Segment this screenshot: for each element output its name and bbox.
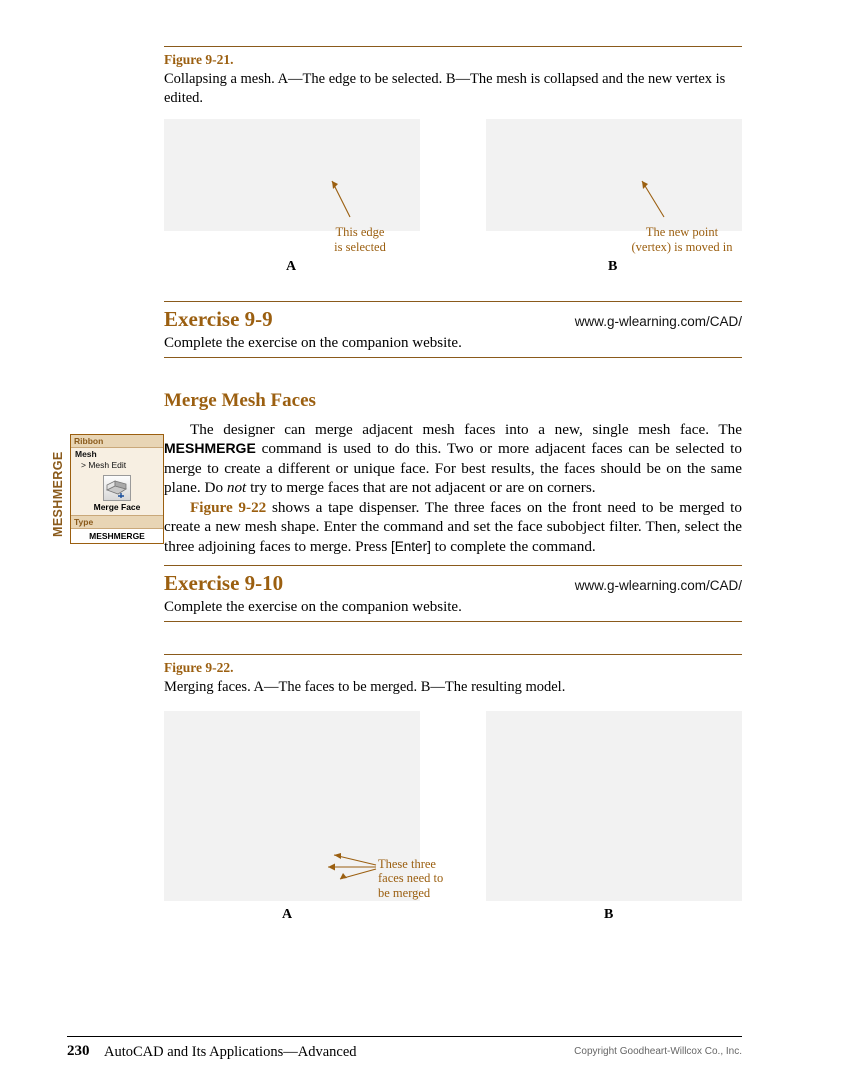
figure-9-21-label: Figure 9-21.: [164, 52, 234, 67]
callout-text-a: This edge is selected: [334, 225, 386, 254]
figure-9-21: [164, 46, 742, 275]
merge-face-button[interactable]: [71, 472, 163, 502]
figure-9-21-images: [164, 119, 742, 275]
command-vertical-label: MESHMERGE: [51, 451, 65, 537]
footer-book-title: AutoCAD and Its Applications—Advanced: [104, 1044, 357, 1060]
figure-9-21-label-a: A: [286, 259, 297, 275]
callout-arrow-a: [164, 119, 420, 231]
page-number: 230: [67, 1043, 90, 1059]
merge-face-icon: [103, 475, 131, 501]
figure-9-22-image-b: [486, 711, 742, 922]
exercise-9-10-text: Complete the exercise on the companion website.: [164, 599, 462, 615]
exercise-9-9-url[interactable]: www.g-wlearning.com/CAD/: [574, 314, 742, 329]
exercise-9-10-title: Exercise 9-10: [164, 571, 284, 595]
ribbon-reference-box: [70, 434, 164, 544]
figure-9-22-images: [164, 711, 742, 922]
figure-9-21-label-b: B: [608, 259, 618, 275]
figure-9-22-caption: Merging faces. A—The faces to be merged. B—The resulting model.: [164, 679, 566, 695]
merge-face-glyph: [104, 476, 130, 500]
type-command-value: MESHMERGE: [71, 529, 163, 543]
image-b-background-2: [486, 711, 742, 901]
figure-9-22: [164, 654, 742, 922]
footer-rule: [67, 1036, 742, 1037]
ribbon-panel-name: > Mesh Edit: [81, 460, 127, 470]
exercise-9-9-header: [164, 302, 742, 332]
exercise-9-10-header: [164, 566, 742, 596]
exercise-9-9-text: Complete the exercise on the companion website.: [164, 335, 462, 351]
callout-arrow-b: [486, 119, 742, 231]
section-heading-merge-mesh-faces: Merge Mesh Faces: [164, 390, 316, 411]
exercise-9-10-bottom-rule: [164, 621, 742, 622]
exercise-9-10-url[interactable]: www.g-wlearning.com/CAD/: [574, 578, 742, 593]
merge-face-button-label: Merge Face: [93, 502, 141, 512]
ribbon-section-label: Ribbon: [71, 435, 163, 448]
exercise-9-9-title: Exercise 9-9: [164, 307, 273, 331]
exercise-9-10: [164, 565, 742, 622]
figure-9-21-image-a: [164, 119, 420, 275]
figure-9-22-label-a: A: [282, 906, 293, 922]
callout-text-b: The new point (vertex) is moved in: [631, 225, 733, 254]
footer-copyright: Copyright Goodheart-Willcox Co., Inc.: [574, 1046, 742, 1057]
paragraph-2: Figure 9-22 shows a tape dispenser. The three faces on the front need to be merged to create a new mesh shape. Enter the command and set the face subobject filter. Then, select the three adjoining faces to merge. Press [Enter] to complete the command.: [164, 498, 742, 555]
figure-9-21-caption: Collapsing a mesh. A—The edge to be selected. B—The mesh is collapsed and the new vertex is edited.: [164, 71, 726, 106]
figure-9-22-reference[interactable]: Figure 9-22: [190, 498, 267, 516]
callout-text-922: These three faces need to be merged: [378, 856, 444, 901]
figure-9-22-label: Figure 9-22.: [164, 660, 234, 675]
figure-9-22-label-b: B: [604, 906, 614, 922]
paragraph-1: The designer can merge adjacent mesh faces into a new, single mesh face. The MESHMERGE command is used to do this. Two or more adjacent faces can be selected to merge to create a different or unique face. For best results, the faces should be on the same plane. Do not try to merge faces that are not adjacent or are on corners.: [164, 421, 742, 497]
section-body-text: [164, 420, 742, 556]
figure-9-21-image-b: [486, 119, 742, 275]
exercise-9-9: [164, 301, 742, 358]
type-section-label: Type: [71, 515, 163, 529]
ribbon-tab-name: Mesh: [75, 449, 97, 459]
figure-9-22-image-a: [164, 711, 444, 922]
exercise-9-9-bottom-rule: [164, 357, 742, 358]
